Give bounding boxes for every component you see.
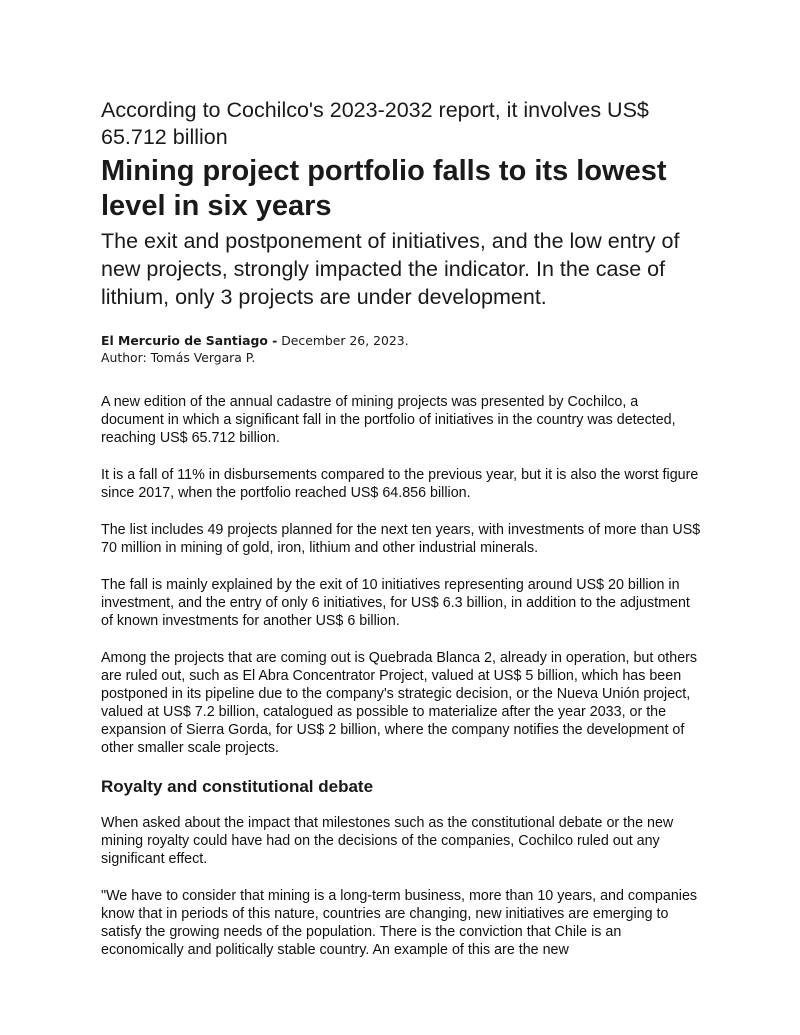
- section-heading: Royalty and constitutional debate: [101, 777, 374, 796]
- body-paragraph: "We have to consider that mining is a long-term business, more than 10 years, and companies know that in periods of this nature, countries are changing, new initiatives are emerging to satisfy the growing needs of the population. There is the conviction that Chile is an economically and politically stable country. An example of this are the new: [101, 888, 698, 958]
- article-deck: The exit and postponement of initiatives, and the low entry of new projects, strongly impacted the indicator. In the case of lithium, only 3 projects are under development.: [101, 229, 680, 309]
- body-paragraph: A new edition of the annual cadastre of mining projects was presented by Cochilco, a document in which a significant fall in the portfolio of initiatives in the country was detected, reaching US$ 65.712 billion.: [101, 394, 676, 446]
- byline-source: El Mercurio de Santiago -: [101, 333, 278, 348]
- body-paragraph: The fall is mainly explained by the exit of 10 initiatives representing around US$ 20 billion in investment, and the entry of only 6 initiatives, for US$ 6.3 billion, in addition to the adjustment of known investments for another US$ 6 billion.: [101, 577, 690, 629]
- byline-source-date: [101, 332, 701, 349]
- byline: [101, 332, 701, 366]
- body-paragraph: It is a fall of 11% in disbursements compared to the previous year, but it is also the worst figure since 2017, when the portfolio reached US$ 64.856 billion.: [101, 467, 699, 501]
- body-paragraph: The list includes 49 projects planned for the next ten years, with investments of more than US$ 70 million in mining of gold, iron, lithium and other industrial minerals.: [101, 522, 701, 556]
- byline-author: Author: Tomás Vergara P.: [101, 350, 256, 365]
- body-paragraph: When asked about the impact that milestones such as the constitutional debate or the new mining royalty could have had on the decisions of the companies, Cochilco ruled out any significant effect.: [101, 815, 674, 867]
- article-headline: Mining project portfolio falls to its lowest level in six years: [101, 155, 667, 222]
- article: [101, 97, 701, 978]
- body-paragraph: Among the projects that are coming out is Quebrada Blanca 2, already in operation, but others are ruled out, such as El Abra Concentrator Project, valued at US$ 5 billion, which has been postponed in its pipeline due to the company's strategic decision, or the Nueva Unión project, valued at US$ 7.2 billion, catalogued as possible to materialize after the year 2033, or the expansion of Sierra Gorda, for US$ 2 billion, where the company notifies the development of other smaller scale projects.: [101, 650, 698, 756]
- byline-date: December 26, 2023.: [277, 333, 409, 348]
- article-kicker: According to Cochilco's 2023-2032 report, it involves US$ 65.712 billion: [101, 98, 649, 149]
